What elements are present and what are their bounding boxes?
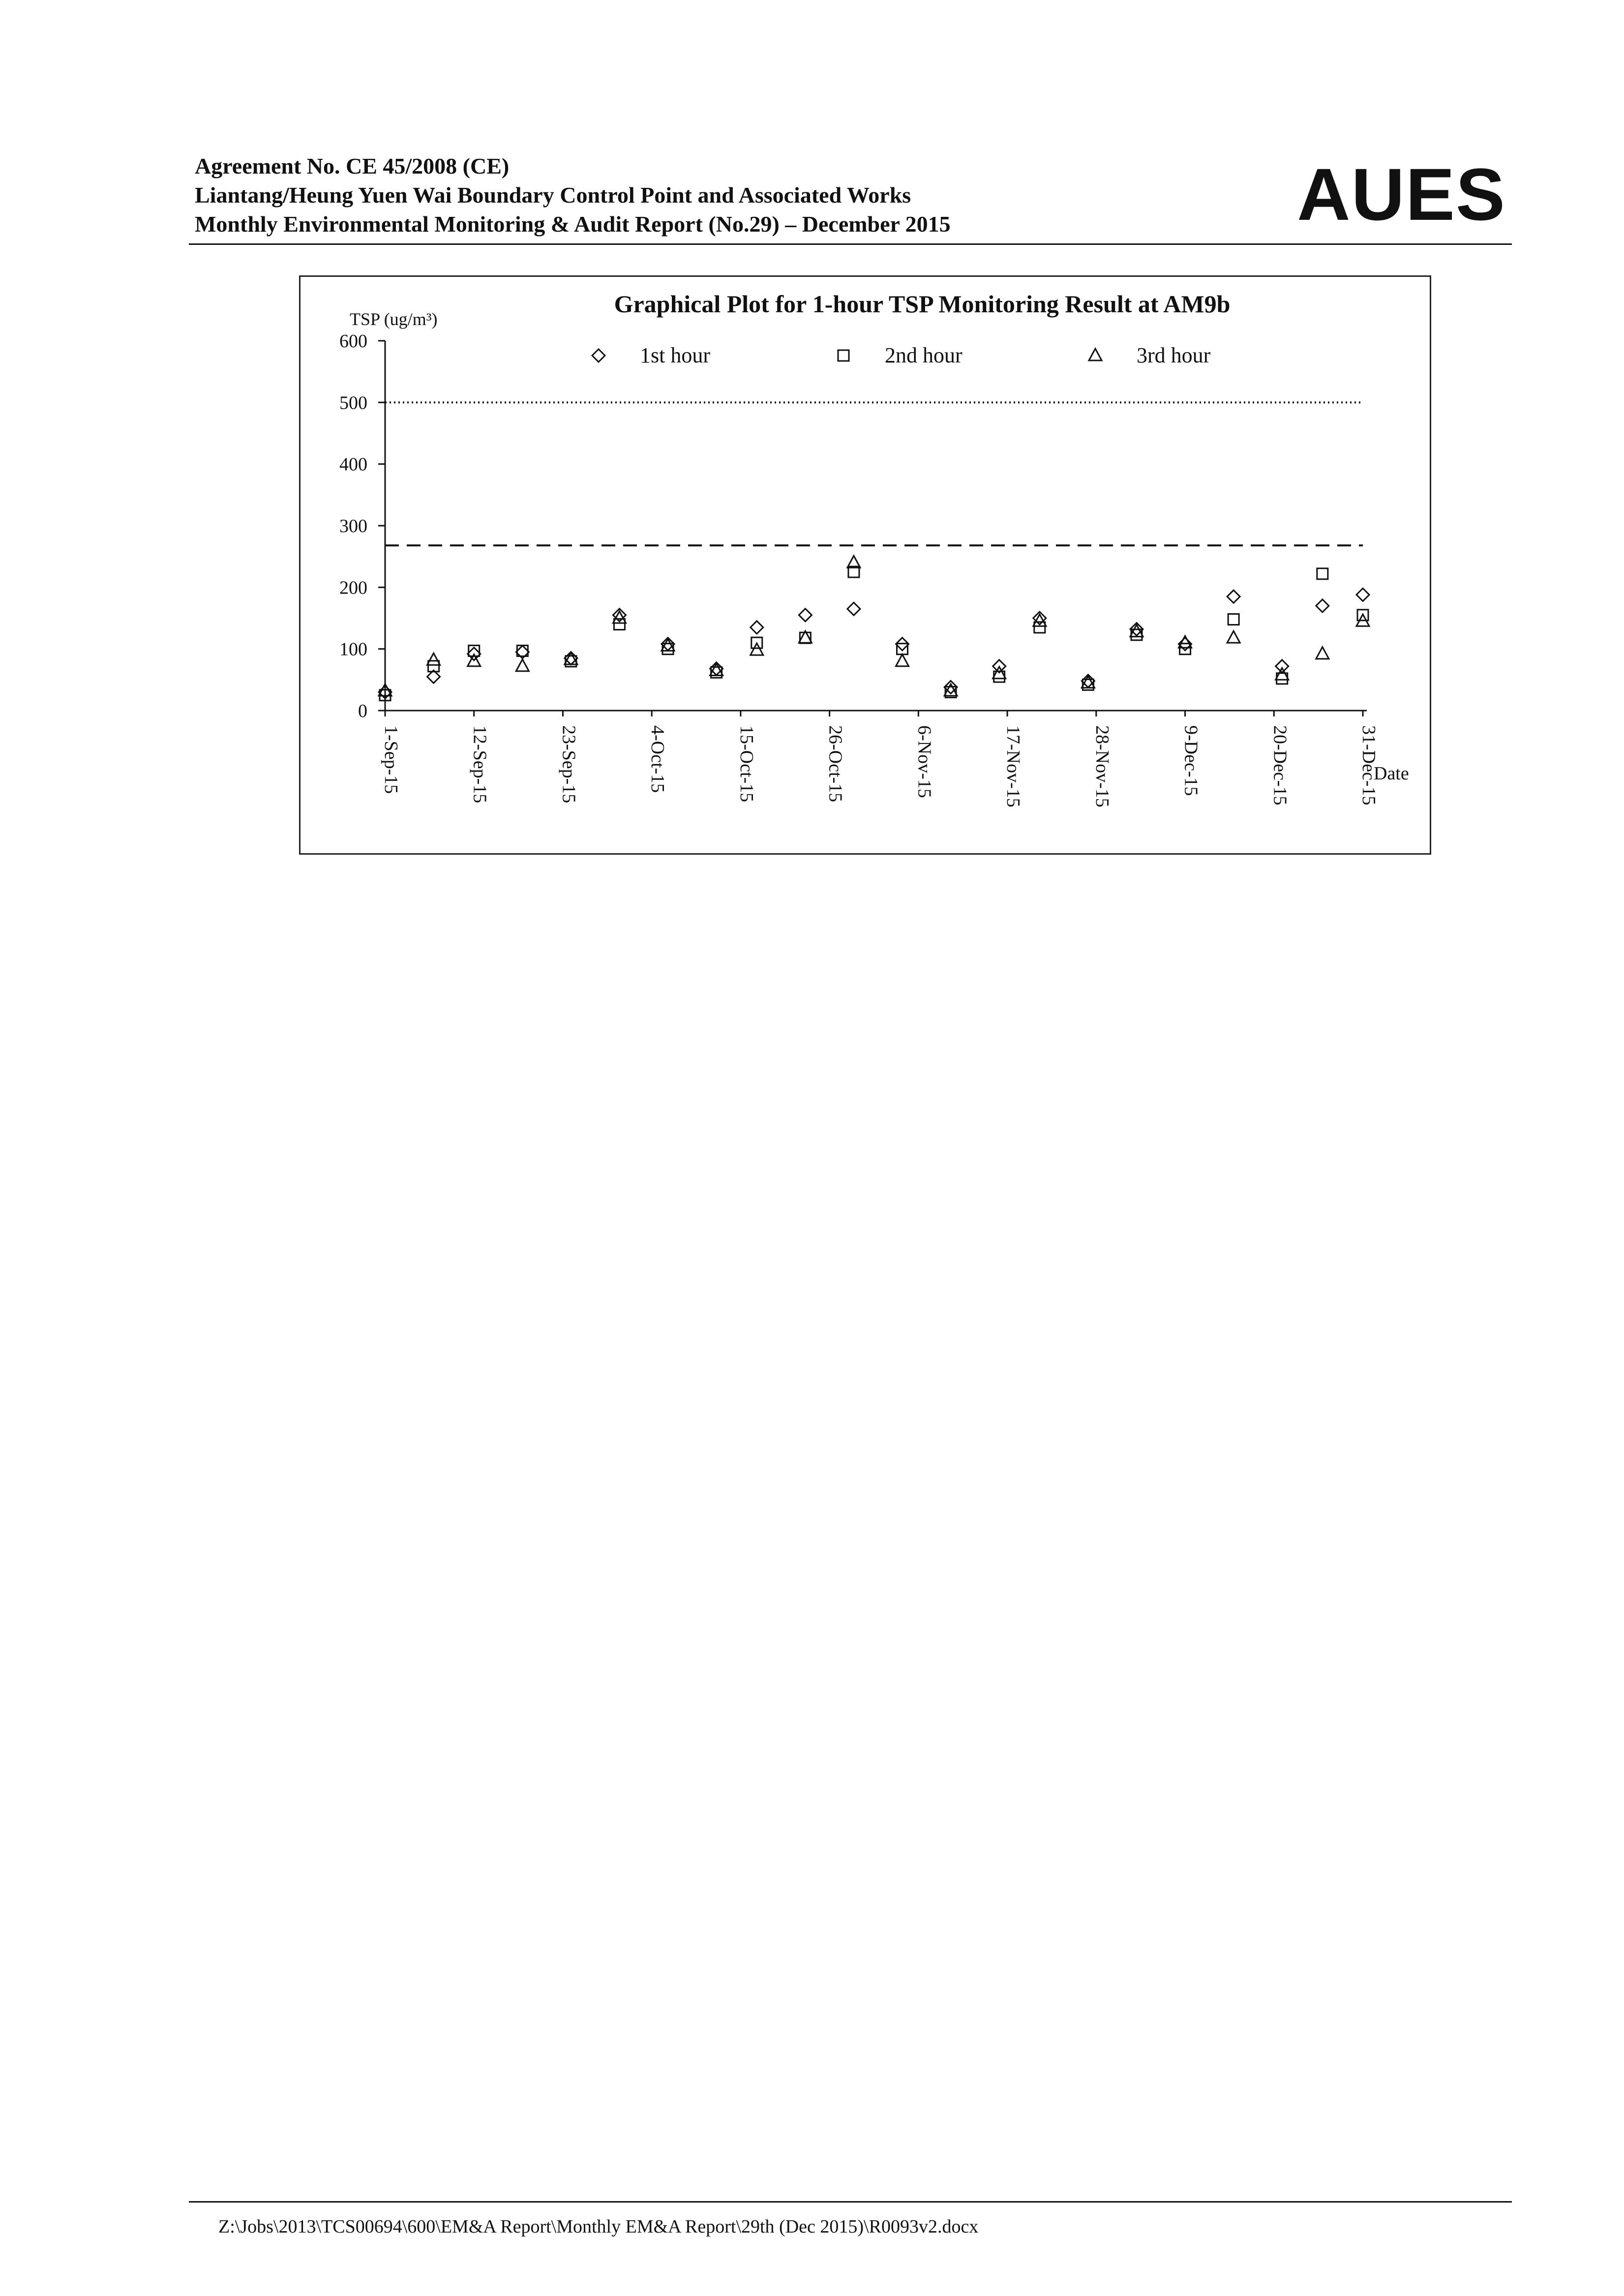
page-footer <box>189 2201 1512 2239</box>
company-logo: AUES <box>1297 153 1506 236</box>
data-point-square-4-Nov-15 <box>897 644 908 655</box>
data-point-triangle-6-Oct-15 <box>662 639 674 651</box>
data-point-square-15-Dec-15 <box>1228 614 1239 625</box>
header-text-block <box>195 151 951 239</box>
legend-marker-triangle <box>1089 349 1102 360</box>
x-tick-label-28-Nov-15: 28-Nov-15 <box>1091 725 1113 807</box>
data-point-triangle-7-Sep-15 <box>427 653 440 665</box>
header-rule <box>189 243 1512 245</box>
x-tick-label-9-Dec-15: 9-Dec-15 <box>1180 725 1202 796</box>
x-axis-label: Date <box>1374 763 1409 784</box>
x-tick-label-17-Nov-15: 17-Nov-15 <box>1003 725 1024 807</box>
data-point-triangle-17-Oct-15 <box>751 643 763 655</box>
y-tick-label-500: 500 <box>339 392 367 414</box>
data-point-diamond-31-Dec-15 <box>1356 588 1369 601</box>
data-point-triangle-12-Oct-15 <box>710 664 723 676</box>
chart-frame <box>299 275 1431 855</box>
y-tick-label-400: 400 <box>339 454 367 475</box>
legend-marker-diamond <box>592 349 605 362</box>
data-point-triangle-18-Sep-15 <box>516 659 529 671</box>
y-tick-label-0: 0 <box>358 701 367 721</box>
x-tick-label-4-Oct-15: 4-Oct-15 <box>647 725 668 793</box>
data-point-triangle-26-Dec-15 <box>1316 647 1329 659</box>
data-point-square-26-Dec-15 <box>1317 568 1328 579</box>
legend-label-square: 2nd hour <box>885 343 962 367</box>
x-tick-label-12-Sep-15: 12-Sep-15 <box>469 725 490 804</box>
data-point-diamond-29-Oct-15 <box>847 602 860 615</box>
data-point-diamond-21-Dec-15 <box>1276 660 1289 673</box>
x-tick-label-15-Oct-15: 15-Oct-15 <box>736 725 757 803</box>
legend-label-triangle: 3rd hour <box>1137 343 1211 367</box>
y-tick-label-200: 200 <box>339 577 367 598</box>
project-title: Liantang/Heung Yuen Wai Boundary Control Point and Associated Works <box>195 182 911 208</box>
chart-title: Graphical Plot for 1-hour TSP Monitoring Result at AM9b <box>614 290 1231 318</box>
y-tick-label-100: 100 <box>339 639 367 660</box>
data-point-diamond-15-Dec-15 <box>1227 590 1240 603</box>
data-point-square-9-Dec-15 <box>1180 644 1191 655</box>
agreement-number: Agreement No. CE 45/2008 (CE) <box>195 153 510 179</box>
report-header <box>189 148 1512 245</box>
legend-label-diamond: 1st hour <box>640 343 710 367</box>
data-point-diamond-26-Dec-15 <box>1316 599 1329 612</box>
x-tick-label-1-Sep-15: 1-Sep-15 <box>381 725 401 794</box>
report-title: Monthly Environmental Monitoring & Audit Report (No.29) – December 2015 <box>195 211 951 237</box>
x-tick-label-26-Oct-15: 26-Oct-15 <box>825 725 846 803</box>
x-tick-label-31-Dec-15: 31-Dec-15 <box>1358 725 1379 805</box>
footer-rule <box>189 2201 1512 2203</box>
y-axis-label: TSP (ug/m³) <box>350 309 438 329</box>
data-point-diamond-23-Oct-15 <box>799 609 812 622</box>
data-point-triangle-24-Sep-15 <box>565 653 577 664</box>
data-point-diamond-17-Oct-15 <box>751 621 763 634</box>
y-tick-label-600: 600 <box>339 331 367 352</box>
data-point-triangle-27-Nov-15 <box>1082 676 1094 688</box>
x-tick-label-6-Nov-15: 6-Nov-15 <box>914 725 935 798</box>
tsp-scatter-chart <box>301 277 1430 853</box>
data-point-triangle-15-Dec-15 <box>1227 631 1240 643</box>
y-tick-label-300: 300 <box>339 516 367 537</box>
data-point-triangle-4-Nov-15 <box>896 655 909 666</box>
legend-marker-square <box>838 350 849 361</box>
x-tick-label-20-Dec-15: 20-Dec-15 <box>1269 725 1291 805</box>
x-tick-label-23-Sep-15: 23-Sep-15 <box>558 725 579 804</box>
file-path: Z:\Jobs\2013\TCS00694\600\EM&A Report\Monthly EM&A Report\29th (Dec 2015)\R0093v2.docx <box>218 2216 979 2237</box>
